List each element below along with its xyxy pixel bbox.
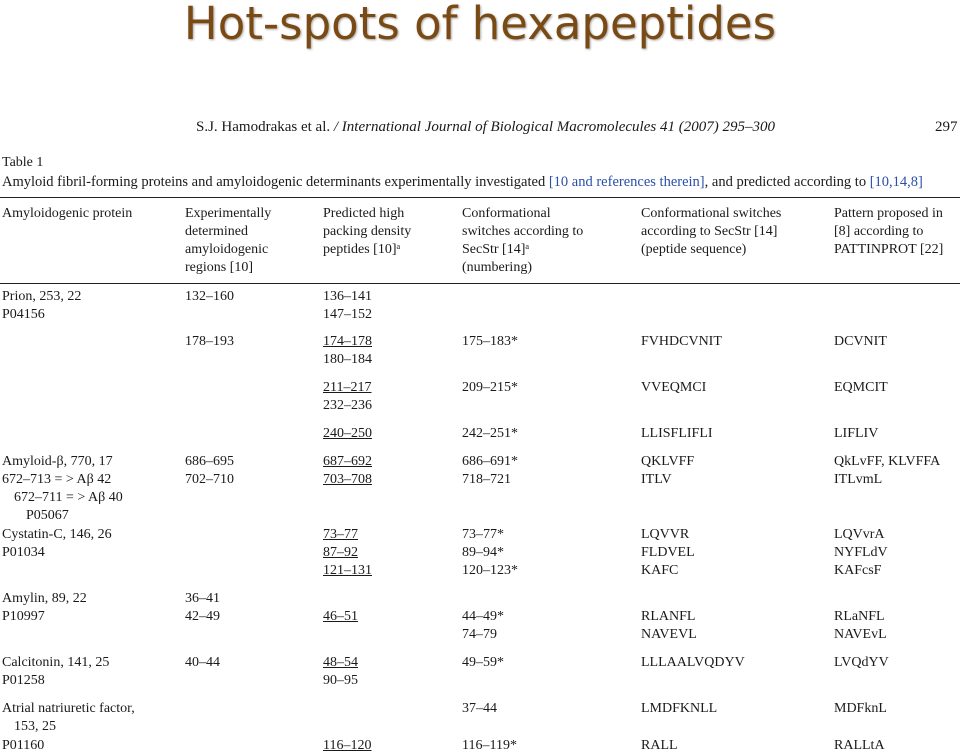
accession-id: P01258 bbox=[2, 673, 45, 688]
experimental-region: 702–710 bbox=[185, 472, 234, 487]
protein-name: Atrial natriuretic factor, bbox=[2, 701, 135, 716]
header-authors: S.J. Hamodrakas et al. bbox=[196, 119, 331, 135]
switch-numbering: 37–44 bbox=[462, 701, 497, 716]
protein-name: 153, 25 bbox=[14, 719, 56, 734]
switch-numbering: 74–79 bbox=[462, 627, 497, 642]
header-line: (peptide sequence) bbox=[641, 242, 747, 257]
pattinprot-pattern: NYFLdV bbox=[834, 545, 888, 560]
experimental-region: 42–49 bbox=[185, 609, 220, 624]
switch-numbering: 73–77* bbox=[462, 527, 504, 542]
header-line: SecStr [14]ᵃ bbox=[462, 242, 530, 257]
protein-name: Calcitonin, 141, 25 bbox=[2, 655, 110, 670]
column-header bbox=[641, 205, 781, 259]
pattinprot-pattern: ITLvmL bbox=[834, 472, 883, 487]
pattinprot-pattern: LVQdYV bbox=[834, 655, 889, 670]
predicted-peptide: 73–77 bbox=[323, 527, 358, 542]
header-line: PATTINPROT [22] bbox=[834, 242, 944, 257]
predicted-peptide: 87–92 bbox=[323, 545, 358, 560]
predicted-peptide: 116–120 bbox=[323, 738, 372, 753]
pattinprot-pattern: RLaNFL bbox=[834, 609, 885, 624]
predicted-peptide: 136–141 bbox=[323, 289, 372, 304]
header-line: Conformational switches bbox=[641, 206, 782, 221]
caption-text: , and predicted according to bbox=[704, 174, 870, 190]
predicted-peptide: 174–178 bbox=[323, 334, 372, 349]
predicted-peptide: 147–152 bbox=[323, 307, 372, 322]
switch-sequence: QKLVFF bbox=[641, 454, 695, 469]
pattinprot-pattern: LIFLIV bbox=[834, 426, 879, 441]
header-bottom-rule bbox=[0, 283, 960, 284]
protein-name: Cystatin-C, 146, 26 bbox=[2, 527, 112, 542]
switch-sequence: FVHDCVNIT bbox=[641, 334, 722, 349]
pattinprot-pattern: DCVNIT bbox=[834, 334, 887, 349]
protein-fragment: 672–713 = > Aβ 42 bbox=[2, 472, 112, 487]
switch-numbering: 44–49* bbox=[462, 609, 504, 624]
switch-sequence: RLANFL bbox=[641, 609, 696, 624]
predicted-peptide: 703–708 bbox=[323, 472, 372, 487]
predicted-peptide: 180–184 bbox=[323, 352, 372, 367]
experimental-region: 686–695 bbox=[185, 454, 234, 469]
switch-numbering: 209–215* bbox=[462, 380, 518, 395]
switch-numbering: 686–691* bbox=[462, 454, 518, 469]
switch-numbering: 175–183* bbox=[462, 334, 518, 349]
switch-numbering: 718–721 bbox=[462, 472, 511, 487]
pattinprot-pattern: RALLtA bbox=[834, 738, 885, 753]
switch-sequence: VVEQMCI bbox=[641, 380, 707, 395]
pattinprot-pattern: QkLvFF, KLVFFA bbox=[834, 454, 941, 469]
header-line: amyloidogenic bbox=[185, 242, 269, 257]
protein-name: Amyloid-β, 770, 17 bbox=[2, 454, 113, 469]
switch-sequence: LLISFLIFLI bbox=[641, 426, 713, 441]
table-caption bbox=[2, 174, 923, 191]
switch-sequence: RALL bbox=[641, 738, 678, 753]
predicted-peptide: 687–692 bbox=[323, 454, 372, 469]
switch-numbering: 89–94* bbox=[462, 545, 504, 560]
column-header bbox=[185, 205, 271, 277]
pattinprot-pattern: LQVvrA bbox=[834, 527, 885, 542]
accession-id: P05067 bbox=[26, 508, 69, 523]
caption-reference[interactable]: [10 and references therein] bbox=[548, 174, 705, 190]
running-header bbox=[196, 119, 775, 136]
predicted-peptide: 46–51 bbox=[323, 609, 358, 624]
table-top-rule bbox=[0, 197, 960, 198]
column-header bbox=[2, 205, 132, 223]
switch-sequence: ITLV bbox=[641, 472, 672, 487]
protein-name: Prion, 253, 22 bbox=[2, 289, 82, 304]
column-header bbox=[462, 205, 583, 277]
predicted-peptide: 240–250 bbox=[323, 426, 372, 441]
switch-sequence: LQVVR bbox=[641, 527, 690, 542]
switch-sequence: LLLAALVQDYV bbox=[641, 655, 745, 670]
pattinprot-pattern: EQMCIT bbox=[834, 380, 888, 395]
accession-id: P01034 bbox=[2, 545, 45, 560]
experimental-region: 132–160 bbox=[185, 289, 234, 304]
slide-title: Hot-spots of hexapeptides bbox=[183, 0, 777, 50]
header-line: Predicted high bbox=[323, 206, 405, 221]
header-line: regions [10] bbox=[185, 260, 254, 275]
predicted-peptide: 90–95 bbox=[323, 673, 358, 688]
header-line: Pattern proposed in bbox=[834, 206, 943, 221]
table-label: Table 1 bbox=[2, 155, 44, 170]
predicted-peptide: 211–217 bbox=[323, 380, 372, 395]
experimental-region: 178–193 bbox=[185, 334, 234, 349]
column-header bbox=[323, 205, 411, 259]
switch-numbering: 242–251* bbox=[462, 426, 518, 441]
header-line: packing density bbox=[323, 224, 412, 239]
experimental-region: 40–44 bbox=[185, 655, 220, 670]
predicted-peptide: 48–54 bbox=[323, 655, 358, 670]
accession-id: P04156 bbox=[2, 307, 45, 322]
header-line: Amyloidogenic protein bbox=[2, 206, 133, 221]
header-line: according to SecStr [14] bbox=[641, 224, 778, 239]
header-line: switches according to bbox=[462, 224, 584, 239]
column-header bbox=[834, 205, 943, 259]
header-line: Experimentally bbox=[185, 206, 272, 221]
header-line: peptides [10]ᵃ bbox=[323, 242, 401, 257]
header-journal: / International Journal of Biological Macromolecules 41 (2007) 295–300 bbox=[330, 119, 775, 135]
switch-sequence: FLDVEL bbox=[641, 545, 695, 560]
pattinprot-pattern: KAFcsF bbox=[834, 563, 882, 578]
header-line: determined bbox=[185, 224, 248, 239]
accession-id: P01160 bbox=[2, 738, 45, 753]
caption-reference[interactable]: [10,14,8] bbox=[869, 174, 923, 190]
switch-numbering: 120–123* bbox=[462, 563, 518, 578]
header-line: (numbering) bbox=[462, 260, 532, 275]
header-line: Conformational bbox=[462, 206, 551, 221]
switch-numbering: 49–59* bbox=[462, 655, 504, 670]
pattinprot-pattern: MDFknL bbox=[834, 701, 887, 716]
protein-fragment: 672–711 = > Aβ 40 bbox=[14, 490, 123, 505]
switch-sequence: KAFC bbox=[641, 563, 679, 578]
protein-name: Amylin, 89, 22 bbox=[2, 591, 87, 606]
header-line: [8] according to bbox=[834, 224, 924, 239]
predicted-peptide: 232–236 bbox=[323, 398, 372, 413]
switch-sequence: NAVEVL bbox=[641, 627, 697, 642]
predicted-peptide: 121–131 bbox=[323, 563, 372, 578]
accession-id: P10997 bbox=[2, 609, 45, 624]
pattinprot-pattern: NAVEvL bbox=[834, 627, 887, 642]
caption-text: Amyloid fibril-forming proteins and amyloidogenic determinants experimentally investigated bbox=[2, 174, 549, 190]
switch-numbering: 116–119* bbox=[462, 738, 517, 753]
page-number: 297 bbox=[935, 119, 958, 135]
switch-sequence: LMDFKNLL bbox=[641, 701, 718, 716]
experimental-region: 36–41 bbox=[185, 591, 220, 606]
